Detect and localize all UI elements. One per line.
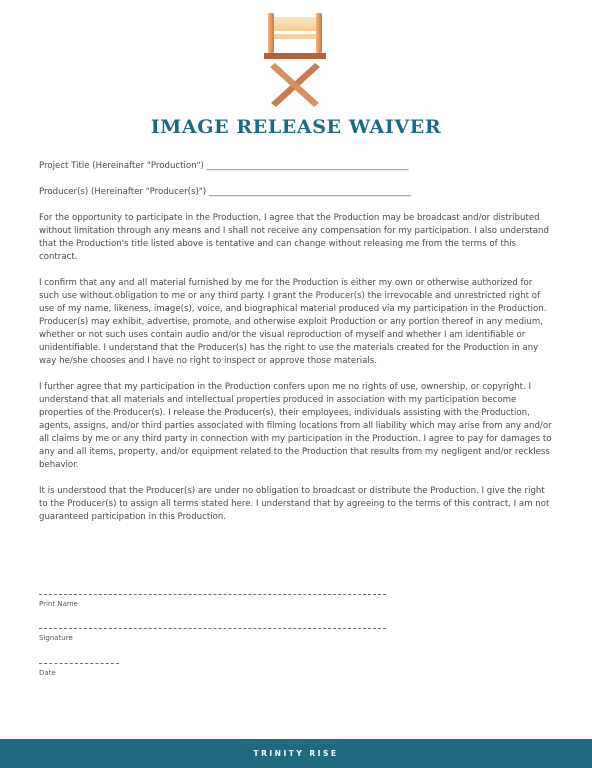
page-title: IMAGE RELEASE WAIVER — [150, 116, 442, 138]
paragraph-compensation: For the opportunity to participate in the Production, I agree that the Production may be broadcast and/or distributed without limitation through any means and I shall not receive any compensation for my participation. I also understand that the Production's title listed above is tentative and can change without releasing me from the terms of this contract. — [39, 213, 549, 262]
footer-bar — [0, 739, 592, 768]
project-title-field[interactable]: Project Title (Hereinafter "Production") _______________________________________________ — [39, 161, 409, 171]
producers-field[interactable]: Producer(s) (Hereinafter "Producer(s)") _______________________________________________ — [39, 187, 411, 197]
print-name-line[interactable] — [39, 594, 386, 595]
signature-line[interactable] — [39, 628, 386, 629]
paragraph-materials: I confirm that any and all material furnished by me for the Production is either my own or otherwise authorized for such use without obligation to me or any third party. I grant the Producer(s) the irrevocable and unrestricted right of use of my name, likeness, image(s), voice, and biographical material produced via my participation in the Production. Producer(s) may exhibit, advertise, promote, and otherwise exploit Production or any portion thereof in any medium, whether or not such uses contain audio and/or the visual reproduction of myself and whether I am identifiable or unidentifiable. I understand that the Producer(s) has the right to use the materials created for the Production in any way he/she chooses and I have no right to inspect or approve those materials. — [39, 278, 547, 366]
footer-brand: TRINITY RISE — [253, 749, 339, 758]
date-line[interactable] — [39, 663, 119, 664]
paragraph-obligation: It is understood that the Producer(s) are under no obligation to broadcast or distribute the Production. I give the right to the Producer(s) to assign all terms stated here. I understand that by agreeing to the terms of this contract, I am not guaranteed participation in this Production. — [39, 486, 550, 522]
waiver-body — [39, 212, 555, 537]
director-chair-icon — [263, 12, 327, 108]
signature-label: Signature — [39, 634, 73, 642]
print-name-label: Print Name — [39, 600, 78, 608]
date-label: Date — [39, 669, 56, 677]
paragraph-release: I further agree that my participation in the Production confers upon me no rights of use, ownership, or copyright. I understand that all materials and intellectual properties produced in association with my participation become properties of the Producer(s). I release the Producer(s), their employees, individuals assisting with the Production, agents, assigns, and/or third parties associated with filming locations from all liability which may arise from any and/or all claims by me or any third party in connection with my participation in the Production. I agree to pay for damages to any and all items, property, and/or equipment related to the Production that results from my negligent and/or reckless behavior. — [39, 382, 552, 470]
